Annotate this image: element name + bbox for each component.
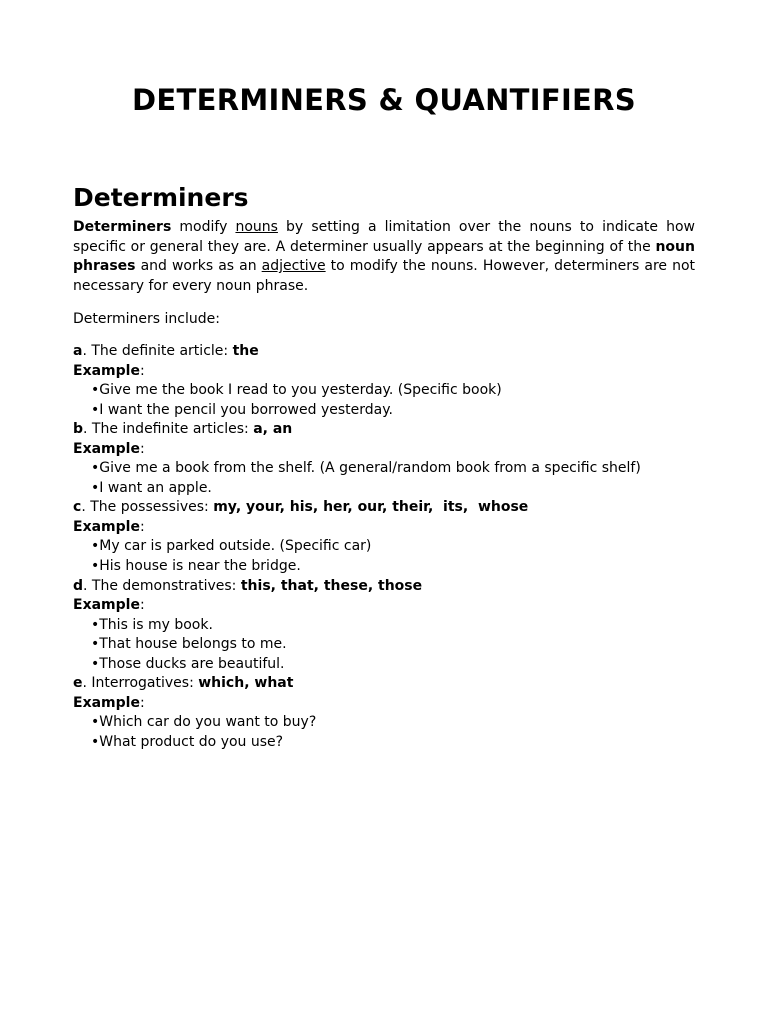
category-keywords: a, an <box>253 421 293 438</box>
intro-paragraph <box>73 218 695 296</box>
section-heading: Determiners <box>73 183 249 212</box>
category-letter: e <box>73 675 83 692</box>
intro-text-3: and works as an <box>135 258 262 275</box>
category-item-c <box>73 498 695 518</box>
example-sentence: •Those ducks are beautiful. <box>91 655 285 672</box>
example-label <box>73 694 695 714</box>
intro-bold-noun-phrases: noun phrases <box>73 238 695 275</box>
example-label-colon: : <box>139 694 145 711</box>
category-item-e <box>73 674 695 694</box>
category-keywords: the <box>232 343 259 359</box>
adjective-link[interactable]: adjective <box>261 258 326 275</box>
category-keywords: this, that, these, those <box>240 577 423 594</box>
example-label-text: Example <box>73 362 140 379</box>
nouns-link[interactable]: nouns <box>235 219 278 235</box>
intro-text-4: to modify the nouns. However, determiners are not necessary for every noun phrase. <box>73 258 695 294</box>
intro-text-2: by setting a limitation over the nouns to indicate how specific or general they are. A determiner usually appears at the beginning of the <box>73 219 695 255</box>
example-sentence: •His house is near the bridge. <box>91 558 301 575</box>
category-letter: c <box>73 499 82 516</box>
example-label-colon: : <box>139 440 145 457</box>
category-label: . The indefinite articles: <box>83 421 254 438</box>
category-label: . The possessives: <box>81 499 214 516</box>
example-label-text: Example <box>73 518 140 535</box>
example-label <box>73 596 695 616</box>
category-label: . Interrogatives: <box>82 675 199 692</box>
example-label-text: Example <box>73 597 140 614</box>
intro-text-1: modify <box>171 219 236 235</box>
example-sentence: •My car is parked outside. (Specific car) <box>91 538 372 555</box>
example-label-text: Example <box>73 440 140 457</box>
example-sentence: •I want an apple. <box>91 479 212 496</box>
category-letter: d <box>73 577 84 594</box>
example-label <box>73 362 695 382</box>
category-keywords: my, your, his, her, our, their, its, whose <box>213 499 529 516</box>
example-label-colon: : <box>139 362 145 379</box>
category-item-b <box>73 420 695 440</box>
example-sentence: •Give me the book I read to you yesterday. (Specific book) <box>91 382 502 399</box>
determiner-list <box>73 342 695 752</box>
category-letter: b <box>73 421 84 438</box>
list-lead: Determiners include: <box>73 311 220 327</box>
example-sentence: •I want the pencil you borrowed yesterday. <box>91 401 393 418</box>
example-sentence: •What product do you use? <box>91 733 284 750</box>
example-sentence: •This is my book. <box>91 616 213 633</box>
category-label: . The definite article: <box>82 343 233 359</box>
example-label-colon: : <box>139 597 145 614</box>
category-item-a <box>73 342 695 362</box>
example-sentence: •Which car do you want to buy? <box>91 714 317 731</box>
example-sentence: •That house belongs to me. <box>91 636 287 653</box>
category-item-d <box>73 577 695 597</box>
example-label-text: Example <box>73 694 140 711</box>
document-title: DETERMINERS & QUANTIFIERS <box>132 83 636 117</box>
example-label-colon: : <box>139 518 145 535</box>
intro-term: Determiners <box>73 219 172 235</box>
example-label <box>73 518 695 538</box>
category-label: . The demonstratives: <box>83 577 241 594</box>
category-keywords: which, what <box>198 675 294 692</box>
example-sentence: •Give me a book from the shelf. (A general/random book from a specific shelf) <box>91 460 641 477</box>
example-label <box>73 440 695 460</box>
category-letter: a <box>73 343 83 359</box>
